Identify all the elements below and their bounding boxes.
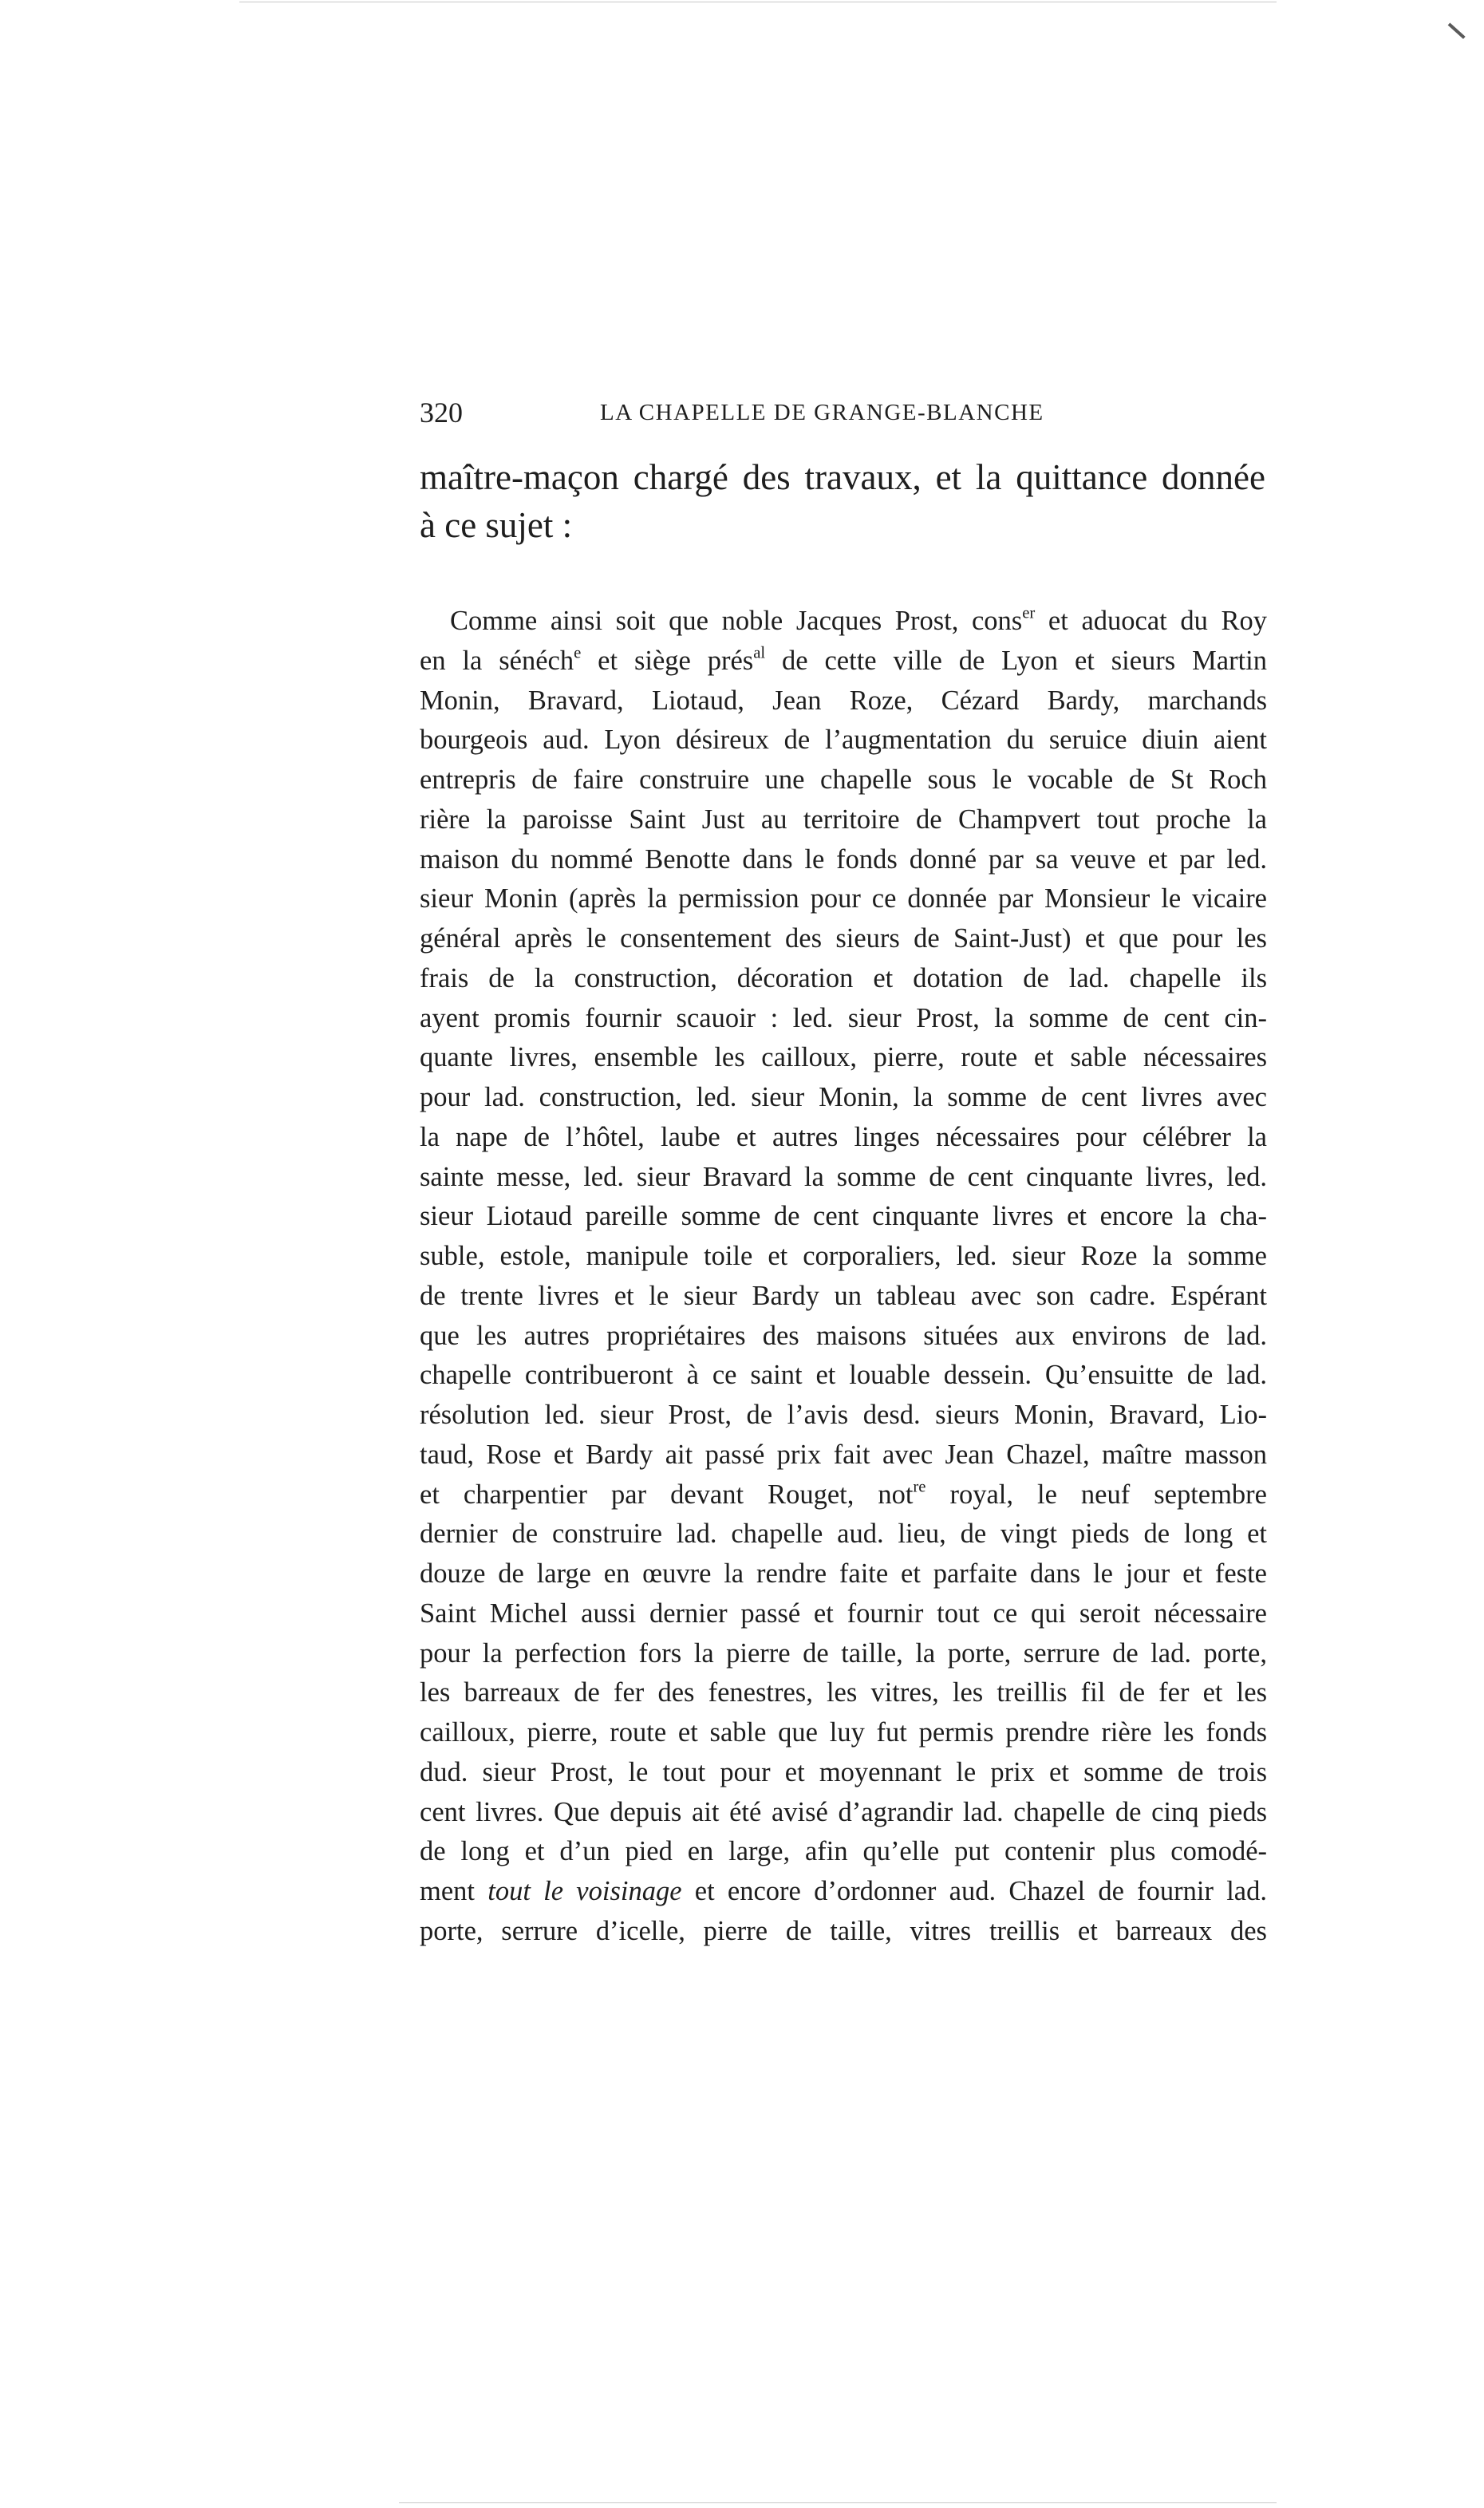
text-line bbox=[420, 959, 1267, 999]
text-line bbox=[420, 1872, 1267, 1912]
text-line bbox=[420, 1237, 1267, 1277]
text-segment: cailloux, pierre, route et sable que luy fut permis prendre rière les fonds bbox=[420, 1717, 1267, 1748]
text-segment: rière la paroisse Saint Just au territoire de Champvert tout proche la bbox=[420, 804, 1267, 835]
text-line bbox=[420, 1515, 1267, 1554]
scan-mark-bottom-rule bbox=[399, 2502, 1277, 2503]
text-segment: en la sénéch bbox=[420, 645, 574, 676]
text-line bbox=[420, 919, 1267, 959]
text-segment: pour lad. construction, led. sieur Monin, la somme de cent livres avec bbox=[420, 1082, 1267, 1112]
text-segment: et encore d’ordonner aud. Chazel de fournir lad. bbox=[681, 1876, 1267, 1906]
intro-paragraph bbox=[420, 453, 1265, 549]
text-segment: de cette ville de Lyon et sieurs Martin bbox=[765, 645, 1268, 676]
text-segment: royal, le neuf septembre bbox=[926, 1479, 1267, 1510]
text-line bbox=[420, 1753, 1267, 1793]
running-title: LA CHAPELLE DE GRANGE-BLANCHE bbox=[600, 400, 1044, 425]
text-segment: que les autres propriétaires des maisons situées aux environs de lad. bbox=[420, 1320, 1267, 1351]
intro-line: maître-maçon chargé des travaux, et la quittance donnée bbox=[420, 457, 1265, 497]
text-segment: général après le consentement des sieurs de Saint-Just) et que pour les bbox=[420, 923, 1267, 954]
text-line bbox=[420, 1277, 1267, 1317]
text-segment: dernier de construire lad. chapelle aud. lieu, de vingt pieds de long et bbox=[420, 1519, 1267, 1550]
text-line bbox=[420, 1832, 1267, 1872]
superscript-abbreviation: al bbox=[753, 644, 766, 662]
text-segment: de long et d’un pied en large, afin qu’elle put contenir plus comodé- bbox=[420, 1836, 1267, 1867]
text-line bbox=[420, 1436, 1267, 1475]
text-line bbox=[420, 1118, 1267, 1158]
text-segment: sieur Monin (après la permission pour ce donnée par Monsieur le vicaire bbox=[420, 883, 1267, 914]
text-segment: maison du nommé Benotte dans le fonds donné par sa veuve et par led. bbox=[420, 843, 1267, 875]
italic-text: tout le voisinage bbox=[487, 1876, 682, 1906]
text-segment: taud, Rose et Bardy ait passé prix fait avec Jean Chazel, maître masson bbox=[420, 1439, 1267, 1470]
text-segment: la nape de l’hôtel, laube et autres linges nécessaires pour célébrer la bbox=[420, 1121, 1267, 1152]
page-header bbox=[420, 393, 1267, 432]
text-line bbox=[420, 760, 1267, 800]
text-segment: pour la perfection fors la pierre de taille, la porte, serrure de lad. porte, bbox=[420, 1637, 1267, 1669]
text-line bbox=[420, 999, 1267, 1039]
text-segment: Monin, Bravard, Liotaud, Jean Roze, Cézard Bardy, marchands bbox=[420, 685, 1267, 716]
text-line bbox=[420, 1356, 1267, 1396]
text-segment: ayent promis fournir scauoir : led. sieur Prost, la somme de cent cin- bbox=[420, 1002, 1267, 1033]
text-line bbox=[420, 840, 1267, 880]
text-segment: douze de large en œuvre la rendre faite et parfaite dans le jour et feste bbox=[420, 1558, 1267, 1589]
text-segment: les barreaux de fer des fenestres, les vitres, les treillis fil de fer et les bbox=[420, 1677, 1267, 1708]
text-segment: porte, serrure d’icelle, pierre de taille, vitres treillis et barreaux des bbox=[420, 1915, 1267, 1946]
text-segment: et siège prés bbox=[581, 645, 754, 676]
text-line bbox=[420, 602, 1267, 642]
text-segment: et charpentier par devant Rouget, not bbox=[420, 1479, 914, 1510]
text-line bbox=[420, 1038, 1267, 1078]
text-segment: Comme ainsi soit que noble Jacques Prost, cons bbox=[450, 606, 1023, 636]
text-segment: suble, estole, manipule toile et corporaliers, led. sieur Roze la somme bbox=[420, 1241, 1267, 1271]
text-segment: sieur Liotaud pareille somme de cent cinquante livres et encore la cha- bbox=[420, 1201, 1267, 1232]
text-line bbox=[420, 1793, 1267, 1833]
superscript-abbreviation: re bbox=[913, 1478, 926, 1496]
text-line bbox=[420, 721, 1267, 760]
text-segment: de trente livres et le sieur Bardy un tableau avec son cadre. Espérant bbox=[420, 1280, 1267, 1311]
text-line bbox=[420, 1078, 1267, 1118]
superscript-abbreviation: er bbox=[1022, 604, 1036, 622]
text-segment: résolution led. sieur Prost, de l’avis desd. sieurs Monin, Bravard, Lio- bbox=[420, 1400, 1267, 1430]
text-segment: chapelle contribueront à ce saint et louable dessein. Qu’ensuitte de lad. bbox=[420, 1360, 1267, 1391]
scan-mark-top-right bbox=[1448, 23, 1466, 39]
page-number: 320 bbox=[420, 397, 463, 429]
text-segment: bourgeois aud. Lyon désireux de l’augmentation du seruice diuin aient bbox=[420, 725, 1267, 756]
text-segment: cent livres. Que depuis ait été avisé d’agrandir lad. chapelle de cinq pieds bbox=[420, 1796, 1267, 1827]
text-line bbox=[420, 1475, 1267, 1515]
text-line bbox=[420, 1554, 1267, 1594]
text-line bbox=[420, 1713, 1267, 1753]
text-line bbox=[420, 1634, 1267, 1674]
text-segment: ment bbox=[420, 1876, 488, 1906]
text-segment: sainte messe, led. sieur Bravard la somme de cent cinquante livres, led. bbox=[420, 1161, 1267, 1192]
text-line bbox=[420, 1197, 1267, 1237]
text-line bbox=[420, 642, 1267, 681]
text-line bbox=[420, 1158, 1267, 1198]
quoted-document-text bbox=[420, 602, 1267, 1952]
text-segment: et aduocat du Roy bbox=[1035, 606, 1267, 636]
text-line bbox=[420, 1396, 1267, 1436]
superscript-abbreviation: e bbox=[574, 644, 582, 662]
text-segment: frais de la construction, décoration et dotation de lad. chapelle ils bbox=[420, 962, 1267, 993]
intro-line: à ce sujet : bbox=[420, 505, 573, 545]
text-segment: dud. sieur Prost, le tout pour et moyennant le prix et somme de trois bbox=[420, 1756, 1267, 1787]
text-line bbox=[420, 1317, 1267, 1357]
text-line bbox=[420, 1912, 1267, 1952]
text-line bbox=[420, 800, 1267, 840]
text-line bbox=[420, 1673, 1267, 1713]
text-line bbox=[420, 879, 1267, 919]
text-segment: Saint Michel aussi dernier passé et fournir tout ce qui seroit nécessaire bbox=[420, 1598, 1267, 1629]
text-segment: entrepris de faire construire une chapelle sous le vocable de St Roch bbox=[420, 764, 1267, 795]
text-segment: quante livres, ensemble les cailloux, pierre, route et sable nécessaires bbox=[420, 1042, 1267, 1073]
text-line bbox=[420, 681, 1267, 721]
text-line bbox=[420, 1594, 1267, 1634]
